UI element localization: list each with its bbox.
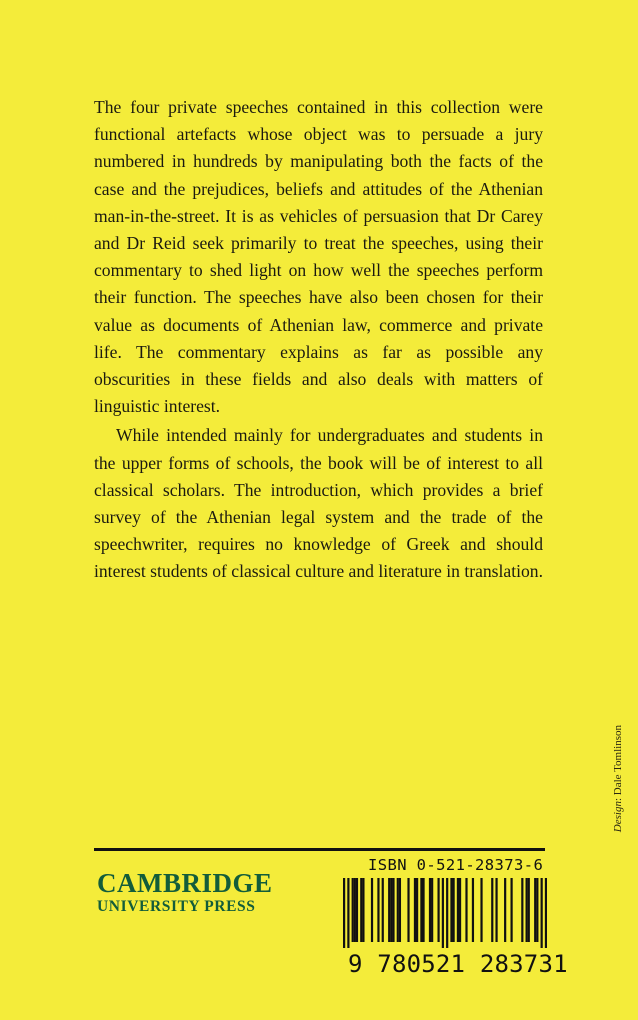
barcode-bar xyxy=(545,878,547,948)
barcode-bar xyxy=(504,878,506,942)
divider-rule xyxy=(94,848,545,851)
barcode-bar xyxy=(431,878,433,942)
barcode-bar xyxy=(420,878,422,942)
ean-digits: 9 780521 283731 xyxy=(348,950,568,978)
barcode-bar xyxy=(414,878,416,942)
barcode-bar xyxy=(429,878,431,942)
barcode-bar xyxy=(480,878,482,942)
barcode-bar xyxy=(534,878,536,942)
barcode-bar xyxy=(450,878,452,942)
design-credit-name: Dale Tomlinson xyxy=(612,725,624,796)
barcode-bar xyxy=(388,878,390,942)
blurb-paragraph-2: While intended mainly for undergraduates and students in the upper forms of schools, the book will be of interest to all classical scholars. The introduction, which provides a brief survey of the Athenian legal system and the trade of the speechwriter, requires no knowledge of Greek and should interest students of classical culture and literature in translation. xyxy=(94,425,543,582)
barcode-bar xyxy=(437,878,439,942)
design-credit-label: Design xyxy=(612,801,624,833)
blurb-paragraph-1: The four private speeches contained in this collection were functional artefacts whose object was to persuade a jury numbered in hundreds by manipulating both the facts of the case and the prejudices, beliefs and attitudes of the Athenian man-in-the-street. It is as vehicles of persuasion that Dr Carey and Dr Reid seek primarily to treat the speeches, using their commentary to shed light on how well the speeches perform their function. The speeches have also been chosen for their value as documents of Athenian law, commerce and private life. The commentary explains as far as possible any obscurities in these fields and also deals with matters of linguistic interest. xyxy=(94,97,543,417)
barcode-bar xyxy=(459,878,461,942)
publisher-logo xyxy=(97,868,273,916)
barcode-bar xyxy=(397,878,399,942)
barcode-bar xyxy=(521,878,523,942)
publisher-subtitle: UNIVERSITY PRESS xyxy=(97,898,256,915)
barcode-bar xyxy=(442,878,444,948)
barcode-bar xyxy=(399,878,401,942)
barcode-bar xyxy=(347,878,349,948)
barcode-bar xyxy=(371,878,373,942)
barcode-bar xyxy=(495,878,497,942)
barcode-bar xyxy=(528,878,530,942)
isbn-label: ISBN 0-521-28373-6 xyxy=(368,856,544,874)
design-credit-colon: : xyxy=(612,795,624,802)
back-cover-blurb xyxy=(94,94,543,586)
barcode-bar xyxy=(491,878,493,942)
barcode-bar xyxy=(392,878,394,942)
barcode-bar xyxy=(352,878,354,942)
barcode-bar xyxy=(422,878,424,942)
barcode-bar xyxy=(510,878,512,942)
barcode-bar xyxy=(453,878,455,942)
barcode-bar xyxy=(343,878,345,948)
barcode-image xyxy=(343,878,547,948)
barcode-bar xyxy=(407,878,409,942)
barcode-bar xyxy=(382,878,384,942)
barcode-bar xyxy=(446,878,448,948)
barcode-bar xyxy=(536,878,538,942)
design-credit xyxy=(612,725,624,832)
barcode-bar xyxy=(416,878,418,942)
barcode-bar xyxy=(541,878,543,948)
barcode-bar xyxy=(465,878,467,942)
barcode-bar xyxy=(472,878,474,942)
barcode-bar xyxy=(526,878,528,942)
barcode-bar xyxy=(362,878,364,942)
barcode-bar xyxy=(354,878,356,942)
barcode-bar xyxy=(390,878,392,942)
publisher-name: CAMBRIDGE xyxy=(97,868,273,898)
barcode-bar xyxy=(356,878,358,942)
barcode-bar xyxy=(457,878,459,942)
barcode-bar xyxy=(377,878,379,942)
barcode-bar xyxy=(360,878,362,942)
